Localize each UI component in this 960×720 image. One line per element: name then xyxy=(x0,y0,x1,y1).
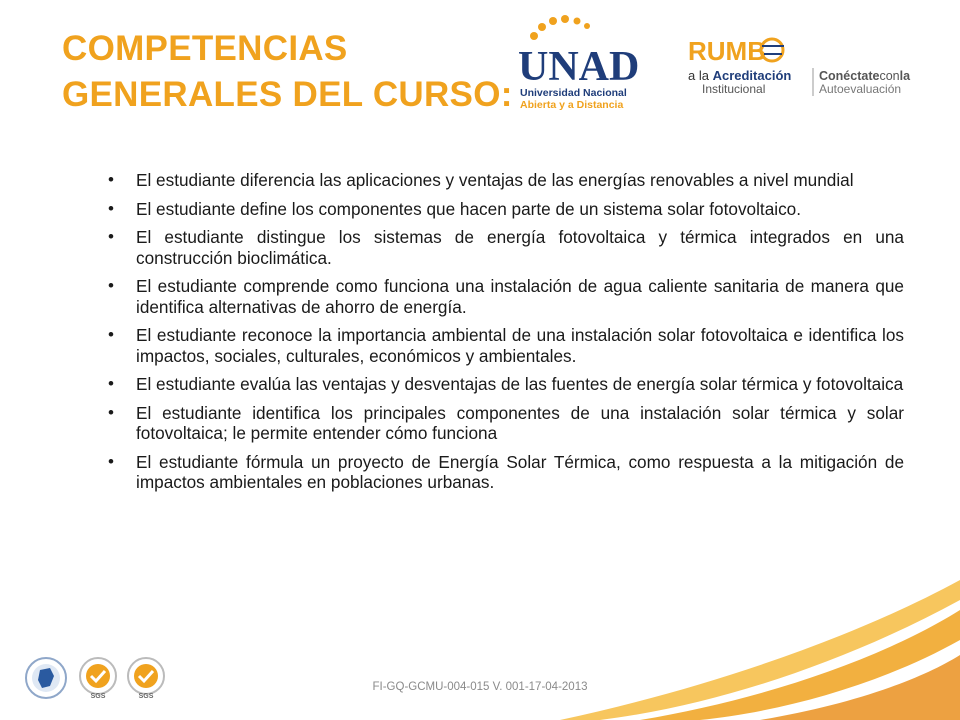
rumbo-line1-prefix: a la xyxy=(688,68,713,83)
document-code: FI-GQ-GCMU-004-015 V. 001-17-04-2013 xyxy=(372,681,588,693)
rumbo-right1-c: la xyxy=(899,69,911,83)
svg-text:Conéctateconla xyxy=(819,69,911,83)
unad-dots-arc xyxy=(530,15,590,40)
rumbo-right1-b: con xyxy=(879,69,900,83)
unad-mark: UNAD xyxy=(518,44,640,90)
svg-text:a la Acreditación xyxy=(688,68,791,83)
competencia-item: • El estudiante fórmula un proyecto de Energía Solar Térmica, como respuesta a la mitigación de impactos ambientales en poblaciones urbanas. xyxy=(108,452,904,493)
rumbo-line-2: Institucional xyxy=(702,82,766,96)
competencias-list xyxy=(108,170,904,501)
sgs-label: SGS xyxy=(138,693,154,700)
competencia-item: • El estudiante evalúa las ventajas y desventajas de las fuentes de energía solar térmica y fotovoltaica xyxy=(108,374,904,395)
page-title xyxy=(62,26,513,118)
sgs-label: SGS xyxy=(90,693,106,700)
sgs-certification-seal-icon xyxy=(76,656,120,700)
rumbo-mark: RUMB xyxy=(688,36,766,66)
colombia-seal-icon xyxy=(24,656,68,700)
competencia-item: • El estudiante distingue los sistemas de energía fotovoltaica y térmica integrados en una construcción bioclimática. xyxy=(108,227,904,268)
competencia-item: • El estudiante diferencia las aplicaciones y ventajas de las energías renovables a nivel mundial xyxy=(108,170,904,191)
rumbo-acreditacion-logo xyxy=(688,36,928,100)
rumbo-right1-a: Conéctate xyxy=(819,69,880,83)
competencia-item: • El estudiante identifica los principales componentes de una instalación solar térmica y solar fotovoltaica; le permite entender cómo funciona xyxy=(108,403,904,444)
unad-line-2: Abierta y a Distancia xyxy=(520,99,624,111)
rumbo-right-2: Autoevaluación xyxy=(819,82,902,96)
unad-logo xyxy=(516,14,646,114)
unad-line-1: Universidad Nacional xyxy=(520,87,627,99)
title-line-2: GENERALES DEL CURSO: xyxy=(62,75,513,114)
title-line-1: COMPETENCIAS xyxy=(62,29,348,68)
competencia-item: • El estudiante define los componentes que hacen parte de un sistema solar fotovoltaico. xyxy=(108,199,904,220)
competencia-item: • El estudiante reconoce la importancia ambiental de una instalación solar fotovoltaica e identifica los impactos, sociales, culturales, económicos y ambientales. xyxy=(108,325,904,366)
sgs-certification-seal-icon xyxy=(124,656,168,700)
competencia-item: • El estudiante comprende como funciona una instalación de agua caliente sanitaria de manera que identifica alternativas de ahorro de energía. xyxy=(108,276,904,317)
rumbo-line1-strong: Acreditación xyxy=(712,68,792,83)
